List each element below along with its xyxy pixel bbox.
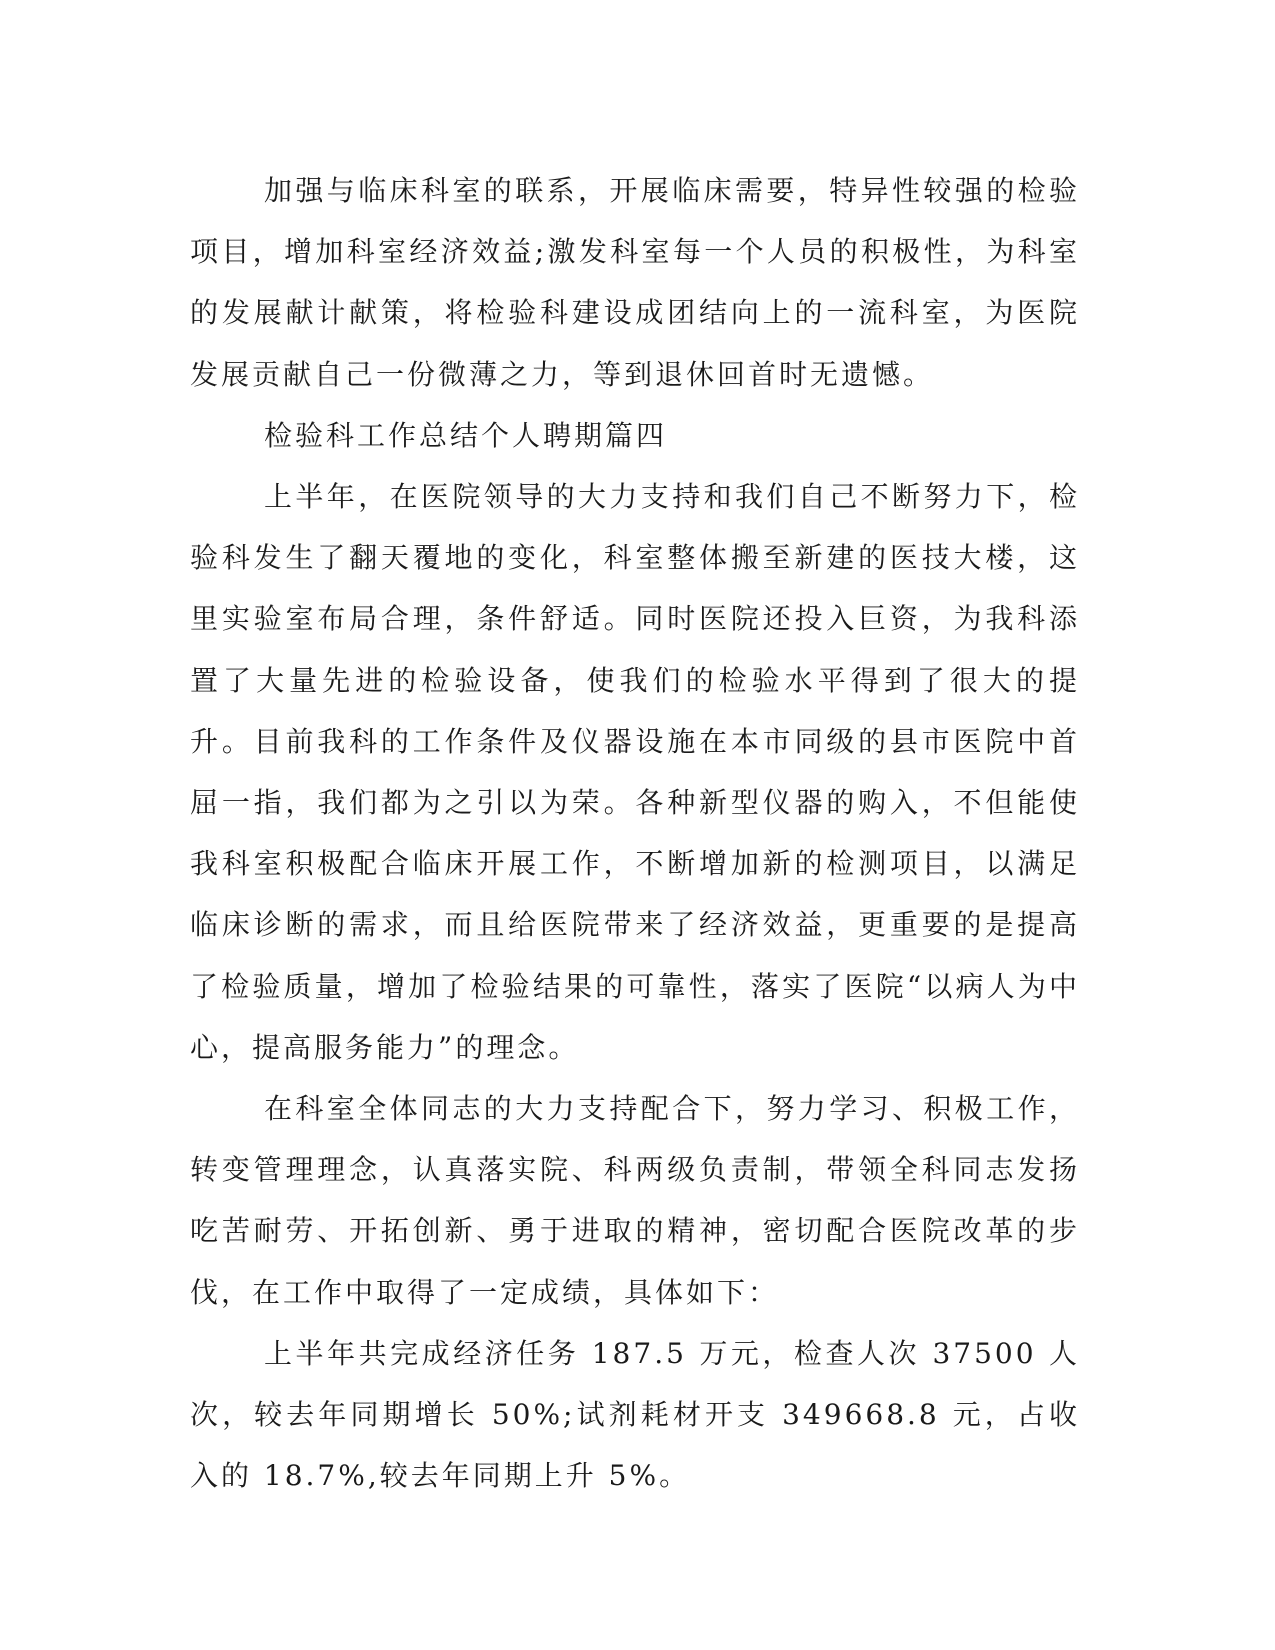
paragraph-continuation: 加强与临床科室的联系，开展临床需要，特异性较强的检验项目，增加科室经济效益;激发科室每一个人员的积极性，为科室的发展献计献策，将检验科建设成团结向上的一流科室，为医院发展贡献自己一份微薄之力，等到退休回首时无遗憾。	[190, 174, 1080, 391]
paragraph-management: 在科室全体同志的大力支持配合下，努力学习、积极工作，转变管理理念，认真落实院、科两级负责制，带领全科同志发扬吃苦耐劳、开拓创新、勇于进取的精神，密切配合医院改革的步伐，在工作中取得了一定成绩，具体如下：	[190, 1092, 1080, 1309]
section-heading: 检验科工作总结个人聘期篇四	[264, 418, 668, 452]
document-body	[190, 160, 1080, 1506]
paragraph-overview: 上半年，在医院领导的大力支持和我们自己不断努力下，检验科发生了翻天覆地的变化，科室整体搬至新建的医技大楼，这里实验室布局合理，条件舒适。同时医院还投入巨资，为我科添置了大量先进的检验设备，使我们的检验水平得到了很大的提升。目前我科的工作条件及仪器设施在本市同级的县市医院中首屈一指，我们都为之引以为荣。各种新型仪器的购入，不但能使我科室积极配合临床开展工作，不断增加新的检测项目，以满足临床诊断的需求，而且给医院带来了经济效益，更重要的是提高了检验质量，增加了检验结果的可靠性，落实了医院“以病人为中心，提高服务能力”的理念。	[190, 480, 1080, 1064]
paragraph-statistics: 上半年共完成经济任务 187.5 万元，检查人次 37500 人次，较去年同期增长 50%;试剂耗材开支 349668.8 元，占收入的 18.7%,较去年同期上升 5%。	[190, 1336, 1080, 1493]
